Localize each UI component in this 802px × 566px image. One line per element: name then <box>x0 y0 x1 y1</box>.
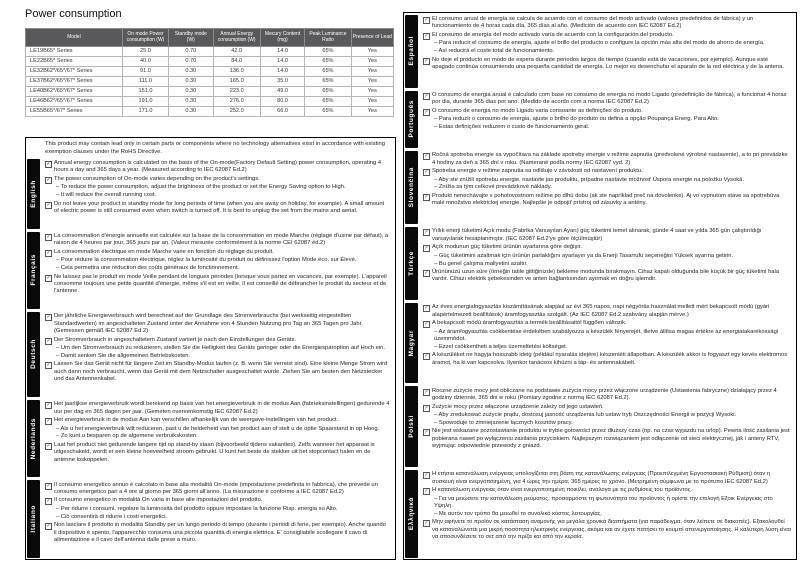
note-subitem: – Als u het energieverbruik wilt reduceren, past u de helderheid van het product aan of stelt u de optie Spaarstand in op Hoog. <box>56 425 380 432</box>
value-cell: 65% <box>305 66 351 76</box>
value-cell: 49.0 <box>260 86 304 96</box>
note-item <box>423 404 791 412</box>
value-cell: 66.0 <box>260 106 304 116</box>
note-text: O consumo de energia anual é calculado com base no consumo de energia no modo Ligado (predefinição de fábrica), a funcionar 4 horas por dia, durante 365 dias por ano. (Medido de acordo com a norma IEC 62087 Ed.2) <box>432 92 787 106</box>
language-section <box>404 13 796 89</box>
language-tab-label: Polski <box>408 415 415 438</box>
note-text: No deje el producto en modo de espera durante periodos largos de tiempo (cuando está de vacaciones, por ejemplo). Aunque esté apagado continúa consumiendo una pequeña cantidad de energía. Lo mejor es desenchufar el aparato de la red eléctrica y de la antena. <box>432 56 784 71</box>
language-section <box>26 398 395 478</box>
note-item <box>45 337 390 345</box>
checkbox-bullet-icon: ✓ <box>424 429 429 436</box>
language-tab-label: Español <box>408 36 415 66</box>
note-text: Het energieverbruik in de modus Aan kan verschillen afhankelijk van de weergave-instellingen van het product. <box>54 417 339 424</box>
checkbox-bullet-icon: ✓ <box>424 169 429 176</box>
column-header: On mode Power consumption (W) <box>122 29 168 47</box>
note-item <box>423 304 791 319</box>
language-tab-label: Português <box>408 100 415 138</box>
checkbox-bullet-icon: ✓ <box>46 498 51 505</box>
note-item <box>423 32 791 40</box>
value-cell: 65% <box>305 76 351 86</box>
left-language-box <box>25 137 396 560</box>
note-item <box>423 228 791 243</box>
value-cell: 14.0 <box>260 46 304 56</box>
checkbox-bullet-icon: ✓ <box>424 404 429 411</box>
language-tab <box>405 91 418 148</box>
language-section <box>404 385 796 468</box>
table-row <box>26 86 394 96</box>
checkbox-bullet-icon: ✓ <box>424 269 429 276</box>
note-subitem: – Bu genel çalışma maliyetini azaltır. <box>434 260 528 267</box>
note-item <box>423 269 791 284</box>
note-item <box>45 417 390 425</box>
section-content <box>419 149 796 225</box>
value-cell: 191.0 <box>122 96 168 106</box>
language-section <box>26 310 395 398</box>
section-content <box>41 230 395 310</box>
note-item <box>423 428 791 450</box>
column-header: Standby mode (W) <box>169 29 213 47</box>
note-item <box>423 352 791 367</box>
language-section <box>404 225 796 301</box>
checkbox-bullet-icon: ✓ <box>424 305 429 312</box>
checkbox-bullet-icon: ✓ <box>46 274 51 281</box>
value-cell: 0.30 <box>169 66 213 76</box>
value-cell: 223.0 <box>213 86 260 96</box>
note-text: Ürününüzü uzun süre (örneğin tatile gittiğinizde) bekleme modunda bırakmayın. Cihaz kapalı olduğunda bile küçük bir güç tüketimi hala vardır. Cihazı elektrik şebekesinden ve anten bağlantısından ayırmak en doğru işlemdir. <box>432 268 780 283</box>
note-text: Spotreba energie v režime zapnutia sa odlišuje v závislosti od nastavení produktu. <box>432 168 643 175</box>
note-subitem: – Aby zredukować zużycie prądu, dostosuj jasność urządzenia lub ustaw tryb Oszczędności Energii w pozycji Wysoki. <box>434 412 737 419</box>
note-subitem: – Para reducir el consumo de energía, ajuste el brillo del producto o configure la opción más alta del modo de ahorro de energía. <box>434 40 765 47</box>
section-content <box>41 398 395 478</box>
spec-table-head-row <box>26 29 394 47</box>
note-text: Nie jest wskazane pozostawianie produktu w trybie gotowości przez dłuższy czas (np. na czas wyjazdu na urlop). Pewna ilość zasilania jest pobierana nawet po wyłączeniu zasilania przyciskiem. Najlepszym rozwiązaniem jest odłączenie od sieci elektrycznej, jak i anteny RTV, wyjmując odpowiednie przewody z gniazd. <box>432 428 790 450</box>
section-content <box>41 479 395 559</box>
section-content <box>419 385 796 468</box>
language-tab <box>405 151 418 224</box>
checkbox-bullet-icon: ✓ <box>424 93 429 100</box>
model-cell: LE32B62*/65*/67* Series <box>26 66 123 76</box>
language-section <box>404 149 796 225</box>
value-cell: 136.0 <box>213 66 260 76</box>
note-text: El consumo de energía del modo activado varía de acuerdo con la configuración del producto. <box>432 31 674 38</box>
note-item <box>45 249 390 257</box>
checkbox-bullet-icon: ✓ <box>46 418 51 425</box>
note-subitem: – Güç tüketimini azaltmak için ürünün parlaklığını ayarlayın ya da Enerji Tasarrufu seçeneğini Yüksek ayarına getirin. <box>434 252 734 259</box>
power-consumption-table-wrap <box>25 28 394 117</box>
note-subitem: – Με αυτόν τον τρόπο θα μειωθεί το συνολικό κόστος λειτουργίας. <box>434 510 603 517</box>
page-title: Power consumption <box>25 8 122 20</box>
checkbox-bullet-icon: ✓ <box>46 442 51 449</box>
language-tab <box>27 480 40 557</box>
checkbox-bullet-icon: ✓ <box>424 57 429 64</box>
language-section <box>404 89 796 149</box>
note-text: Laat het product niet gedurende langere tijd op stand-by staan (bijvoorbeeld tijdens vakanties). Zelfs wanneer het apparaat is uitgeschakeld, wordt er een kleine hoeveelheid stroom gebruikt. U kunt het beste de stekker uit het stopcontact halen en de antenne loskoppelen. <box>54 441 375 463</box>
checkbox-bullet-icon: ✓ <box>46 176 51 183</box>
note-text: Zużycie mocy przez włączone urządzenie zależy od jego ustawień. <box>432 403 604 410</box>
note-item <box>423 16 791 31</box>
note-item <box>45 274 390 296</box>
note-subitem: – Aby ste znížili spotrebu energie, nastavte jas produktu, prípadne nastavte možnosť Úspora energie na položku Vysoká. <box>434 176 745 183</box>
table-row <box>26 56 394 66</box>
note-subitem: – Znížia sa tým celkové prevádzkové náklady. <box>434 184 552 191</box>
value-cell: 0.70 <box>169 56 213 66</box>
note-item <box>423 519 791 541</box>
checkbox-bullet-icon: ✓ <box>46 201 51 208</box>
note-subitem: – Per ridurre i consumi, regolare la luminosità del prodotto oppure impostare la funzione Risp. energia su Alto. <box>56 505 338 512</box>
checkbox-bullet-icon: ✓ <box>46 314 51 321</box>
note-item <box>45 313 390 335</box>
value-cell: 252.0 <box>213 106 260 116</box>
note-item <box>423 320 791 328</box>
language-tab-label: Ελληνικά <box>408 497 415 531</box>
note-text: Μην αφήνετε το προϊόν σε κατάσταση αναμονής για μεγάλα χρονικά διαστήματα (για παράδειγμα, όταν λείπετε σε διακοπές). Εξακολουθεί να καταναλώνεται μια μικρή ποσότητα ηλεκτρικής ενέργειας, ακόμα και αν έχετε πατήσει το κουμπί απενεργοποίησης. Η καλύτερη λύση είναι να αποσυνδέσετε το σετ από την πρίζα και από την κεραία. <box>432 519 791 541</box>
value-cell: 65% <box>305 56 351 66</box>
column-header: Model <box>26 29 123 47</box>
value-cell: 14.0 <box>260 56 304 66</box>
checkbox-bullet-icon: ✓ <box>424 321 429 328</box>
language-tab-label: Türkçe <box>408 250 415 276</box>
value-cell: 91.0 <box>122 66 168 76</box>
power-consumption-table <box>25 28 394 117</box>
section-content <box>41 310 395 398</box>
column-header: Mecury Content (mg) <box>260 29 304 47</box>
checkbox-bullet-icon: ✓ <box>424 245 429 252</box>
note-text: Yıllık enerji tüketimi Açık modu (Fabrika Varsayılan Ayarı) güç tüketimi temel alınarak, günde 4 saat ve yılda 365 gün çalıştırıldığı varsayılarak hesaplanmıştır. (IEC 62087 Ed.2'ye göre ölçülmüştür) <box>432 228 762 242</box>
column-header: Annual Energy consumption (W) <box>213 29 260 47</box>
section-content <box>419 468 796 559</box>
note-subitem: – Estas definições reduzem o custo de funcionamento geral. <box>434 124 590 131</box>
language-tab-label: Deutsch <box>30 339 37 370</box>
language-tab-label: Nederlands <box>30 417 37 460</box>
note-text: Do not leave your product in standby mode for long periods of time (when you are away on holiday, for example). A small amount of electric power is still consumed even when switch is turned off. It is best to unplug the set from the mains and aerial. <box>54 200 385 215</box>
checkbox-bullet-icon: ✓ <box>424 472 429 479</box>
value-cell: Yes <box>351 106 393 116</box>
language-tab-label: English <box>30 179 37 208</box>
checkbox-bullet-icon: ✓ <box>46 161 51 168</box>
note-text: Het jaarlijkse energieverbruik wordt berekend op basis van het energieverbruik in de modus Aan (fabrieksinstellingen) gedurende 4 uur per dag en 365 dagen per jaar. (Gemeten overeenkomstig IEC 62087 Ed.2) <box>54 401 390 415</box>
note-subitem: – Az áramfogyasztás csökkentése érdekében szabályozza a készülék fényerejét, illetve állítsa magas értékre az energiatakarékossági üzemmódot. <box>434 328 779 343</box>
note-text: O consumo de energia no modo Ligado varia consoante as definições do produto. <box>432 107 643 114</box>
language-section <box>26 479 395 559</box>
note-text: La consommation électrique en mode Marche varie en fonction du réglage du produit. <box>54 248 274 255</box>
checkbox-bullet-icon: ✓ <box>46 402 51 409</box>
note-text: Il consumo energetico annuo è calcolato in base alla modalità On-mode (impostazione predefinita in fabbrica), che prevede un consumo energetico pari a 4 ore al giorno per 365 giorni all'anno. (La misurazione è conforme a IEC 62087 Ed.2) <box>54 481 378 496</box>
checkbox-bullet-icon: ✓ <box>424 17 429 23</box>
value-cell: 80.0 <box>260 96 304 106</box>
note-subitem: – Pour réduire la consommation électrique, réglez la luminosité du produit ou définissez l'option Mode éco. sur Élevé. <box>56 257 357 264</box>
note-item <box>423 244 791 252</box>
note-item <box>423 471 791 486</box>
note-item <box>423 388 791 403</box>
note-text: Η κατανάλωση ενέργειας όταν είναι ενεργοποιημένη ποικίλει, ανάλογα με τις ρυθμίσεις του προϊόντος. <box>432 487 693 493</box>
checkbox-bullet-icon: ✓ <box>46 362 51 369</box>
checkbox-bullet-icon: ✓ <box>424 488 429 494</box>
note-subitem: – Για να μειώσετε την κατανάλωση ρεύματος, προσαρμόστε τη φωτεινότητα του προϊόντος ή ορίστε την επιλογή Εξοικ Ενέργειας στο Υψηλή. <box>434 495 773 509</box>
note-text: Il consumo energetico in modalità On varia in base alle impostazioni del prodotto. <box>54 497 263 504</box>
language-tab <box>405 227 418 300</box>
note-subitem: – Ciò consentirà di ridurre i costi energetici. <box>56 513 168 520</box>
note-text: Az éves energiafogyasztás kiszámításának alapjául az évi 365 napos, napi négyórás használat mellett mért bekapcsolt módú (gyári alapértelmezett beállítások) áramfogyasztás szolgált. (Az IEC 62087 Ed.2 szabvány alapján mérve.) <box>432 304 770 318</box>
value-cell: 165.0 <box>213 76 260 86</box>
checkbox-bullet-icon: ✓ <box>424 520 429 527</box>
language-tab-label: Italiano <box>30 505 37 533</box>
checkbox-bullet-icon: ✓ <box>424 32 429 39</box>
value-cell: 0.30 <box>169 96 213 106</box>
language-tab <box>27 159 40 229</box>
language-tab <box>27 400 40 477</box>
tab-spacer <box>27 140 40 156</box>
note-text: Der jährliche Energieverbrauch wird berechnet auf der Grundlage des Stromverbrauchs (bei werkseitig eingestellten Standardwerten) im angeschalteten Zustand unter der Annahme von 4 Stunden Nutzung pro Tag an 365 Tagen pro Jahr. (Gemessen gemäß IEC 62087 Ed.2) <box>54 313 363 335</box>
value-cell: 42.0 <box>213 46 260 56</box>
column-header: Peak Luminance Ratio <box>305 29 351 47</box>
language-tab-label: Slovenčina <box>408 167 415 208</box>
value-cell: 35.0 <box>260 76 304 86</box>
note-item <box>423 92 791 107</box>
note-subitem: – Así reducirá el coste total de funcionamiento. <box>434 48 555 55</box>
language-tab <box>405 386 418 466</box>
checkbox-bullet-icon: ✓ <box>46 523 51 530</box>
section-content <box>419 301 796 384</box>
note-subitem: – Damit senken Sie die allgemeinen Betriebskosten. <box>56 353 191 360</box>
value-cell: Yes <box>351 76 393 86</box>
note-item <box>45 233 390 248</box>
value-cell: 0.70 <box>169 46 213 56</box>
section-content <box>419 89 796 149</box>
value-cell: 84.0 <box>213 56 260 66</box>
value-cell: 0.30 <box>169 106 213 116</box>
language-tab <box>405 15 418 88</box>
value-cell: 171.0 <box>122 106 168 116</box>
model-cell: LE46B62*/65*/67* Series <box>26 96 123 106</box>
value-cell: 65% <box>305 86 351 96</box>
checkbox-bullet-icon: ✓ <box>424 353 429 360</box>
table-row <box>26 106 394 116</box>
checkbox-bullet-icon: ✓ <box>424 153 429 160</box>
language-section <box>26 230 395 310</box>
note-item <box>45 401 390 416</box>
note-item <box>423 152 791 167</box>
note-text: El consumo anual de energía se calcula de acuerdo con el consumo del modo activado (valores predefinidos de fábrica) y un funcionamiento de 4 horas cada día, 365 días al año. (Medición de acuerdo con IEC 62087 Ed.2) <box>432 16 754 30</box>
value-cell: 25.0 <box>122 46 168 56</box>
checkbox-bullet-icon: ✓ <box>46 234 51 241</box>
note-subitem: – To reduce the power consumption, adjust the brightness of the product or set the Energy Saving option to High. <box>56 184 346 191</box>
language-tab <box>27 312 40 397</box>
note-text: La consommation d'énergie annuelle est calculée sur la base de la consommation en mode Marche (réglage d'usine par défaut), à raison de 4 heures par jour, 365 jours par an. (Valeur mesurée conformément à la norme CEI 62087 éd.2) <box>54 233 389 247</box>
language-section <box>26 157 395 230</box>
value-cell: 111.0 <box>122 76 168 86</box>
note-item <box>45 201 390 216</box>
checkbox-bullet-icon: ✓ <box>424 193 429 200</box>
note-subitem: – Zo kunt u besparen op de algemene verbruikskosten. <box>56 433 198 440</box>
note-item <box>423 57 791 72</box>
checkbox-bullet-icon: ✓ <box>424 388 429 395</box>
note-text: The power consumption of On-mode varies depending on the product's settings. <box>54 175 260 182</box>
note-text: Roczne zużycie mocy jest obliczane na podstawie zużycia mocy przez włączone urządzenie (Ustawienia fabryczne) działający przez 4 godziny dziennie, 365 dni w roku (Pomiary zgodne z normą IEC 62087 Ed.2). <box>432 387 777 402</box>
value-cell: 0.30 <box>169 76 213 86</box>
note-item <box>423 487 791 495</box>
value-cell: Yes <box>351 56 393 66</box>
table-row <box>26 76 394 86</box>
language-tab <box>405 303 418 383</box>
model-cell: LE40B62*/65*/67* Series <box>26 86 123 96</box>
note-text: Annual energy consumption is calculated on the basis of the On-mode(Factory Default Setting) power consumption, operating 4 hours a day and 365 days a year. (Measured according to IEC 62087 Ed.2) <box>54 160 382 174</box>
value-cell: Yes <box>351 46 393 56</box>
checkbox-bullet-icon: ✓ <box>46 482 51 489</box>
value-cell: Yes <box>351 86 393 96</box>
language-tab <box>405 470 418 558</box>
note-item <box>45 442 390 464</box>
table-row <box>26 66 394 76</box>
checkbox-bullet-icon: ✓ <box>424 229 429 236</box>
note-subitem: – Um den Stromverbrauch zu reduzieren, stellen Sie die Helligkeit des Geräts geringer oder die Energiesparoption auf Hoch ein. <box>56 345 385 352</box>
note-item <box>45 522 390 544</box>
note-text: A bekapcsolt módú áramfogyasztás a termék beállításaitól függően változik. <box>432 320 627 327</box>
table-row <box>26 46 394 56</box>
language-tab-label: Français <box>30 254 37 287</box>
note-item <box>45 497 390 505</box>
value-cell: 0.30 <box>169 86 213 96</box>
table-row <box>26 96 394 106</box>
value-cell: Yes <box>351 96 393 106</box>
note-text: Η ετήσια κατανάλωση ενέργειας υπολογίζεται στη βάση της κατανάλωσης ενέργειας (Προεπιλεγμένη Εργοστασιακή Ρύθμιση) όταν η συσκευή είναι ενεργοποιημένη, για 4 ώρες την ημέρα, 365 ημέρες το χρόνο. (Μετρημένη σύμφωνα με το πρότυπο IEC 62087 Ed.2) <box>432 471 771 485</box>
language-section <box>404 468 796 559</box>
note-subitem: – Para reduzir o consumo de energia, ajuste o brilho do produto ou defina a opção Poupança Energ. Para Alto. <box>434 116 719 123</box>
language-section <box>404 301 796 384</box>
value-cell: 14.0 <box>260 66 304 76</box>
note-text: Ročná spotreba energie sa vypočítava na základe spotreby energie v režime zapnutia (predvolené výrobné nastavenie), a to pri prevádzke 4 hodiny za deň a 365 dní v roku. (Namerané podľa normy IEC 62087 vyd. 2) <box>432 152 788 166</box>
value-cell: 65% <box>305 46 351 56</box>
note-text: Produkt nenechávajte v pohotovostnom režime po dlhú dobu (ak ste napríklad preč na dovolenke). Aj vo vypnutom stave sa spotrebúva malé množstvo elektrickej energie. Najlepšie je odpojiť prístroj od zásuvky a antény. <box>432 192 780 207</box>
column-header: Presence of Lead <box>351 29 393 47</box>
language-tab-label: Magyar <box>408 329 415 357</box>
value-cell: Yes <box>351 66 393 76</box>
section-content <box>419 225 796 301</box>
note-item <box>423 193 791 208</box>
note-item <box>423 168 791 176</box>
value-cell: 40.0 <box>122 56 168 66</box>
checkbox-bullet-icon: ✓ <box>46 249 51 256</box>
value-cell: 65% <box>305 96 351 106</box>
note-text: Non lasciare il prodotto in modalità Standby per un lungo periodo di tempo (durante i periodi di ferie, per esempio). Anche quando il dispositivo è spento, l'apparecchio consuma una piccola quantità di energia elettrica. E' consigliabile scollegare il cavo di alimentazione e il cavo dell'antenna dalle prese a muro. <box>54 522 386 544</box>
section-content <box>419 13 796 89</box>
value-cell: 151.0 <box>122 86 168 96</box>
checkbox-bullet-icon: ✓ <box>46 337 51 344</box>
note-item <box>45 361 390 383</box>
note-item <box>423 108 791 116</box>
checkbox-bullet-icon: ✓ <box>424 108 429 115</box>
note-text: Der Stromverbrauch in angeschaltetem Zustand variiert je nach den Einstellungen des Geräts. <box>54 336 296 343</box>
section-content <box>41 157 395 230</box>
note-text: Lassen Sie das Gerät nicht für längere Zeit im Standby-Modus laufen (z. B. wenn Sie verreist sind). Eine kleine Menge Strom wird auch dann noch verbraucht, wenn das Gerät mit dem Netzschalter ausgeschaltet wurde. Ziehen Sie am besten den Netzstecker und das Antennenkabel. <box>54 361 388 383</box>
model-cell: LE55B65*/67* Series <box>26 106 123 116</box>
model-cell: LE22B65* Series <box>26 56 123 66</box>
note-text: Ne laissez pas le produit en mode Veille pendant de longues périodes (lorsque vous partez en vacances, par exemple). L'appareil consomme toujours une petite quantité d'énergie, même s'il est en veille. Il est conseillé de débrancher le produit du secteur et de l'antenne. <box>54 273 387 295</box>
model-cell: LE37B62*/65*/67* Series <box>26 76 123 86</box>
right-language-box <box>403 12 797 560</box>
value-cell: 65% <box>305 106 351 116</box>
note-item <box>45 482 390 497</box>
note-item <box>45 160 390 175</box>
note-subitem: – Ezzel csökkentheti a teljes üzemeltetési költséget. <box>434 343 568 350</box>
rohs-intro-row <box>26 138 395 157</box>
note-subitem: – Spowoduje to zmniejszenie łącznych kosztów pracy. <box>434 419 573 426</box>
note-subitem: – It will reduce the overall running cost. <box>56 192 157 199</box>
note-text: A készüléket ne hagyja hosszabb ideig (például nyaralás idejére) készenléti állapotban. A készülék akkor is fogyaszt egy kevés elektromos áramot, ha ki van kapcsolva. Ilyenkor tanácsos kihúzni a táp- és antennakábelt. <box>432 352 788 366</box>
rohs-intro-text: This product may contain lead only in certain parts or components where no technology alternatives exist in accordance with existing exemption clauses under the RoHS Directive. <box>45 141 385 155</box>
model-cell: LE19B65* Series <box>26 46 123 56</box>
note-subitem: – Cela permettra une réduction des coûts généraux de fonctionnement. <box>56 265 240 272</box>
value-cell: 276.0 <box>213 96 260 106</box>
note-item <box>45 176 390 184</box>
note-text: Açık modunun güç tüketimi ürünün ayarlarına göre değişir. <box>432 244 582 251</box>
language-tab <box>27 232 40 309</box>
